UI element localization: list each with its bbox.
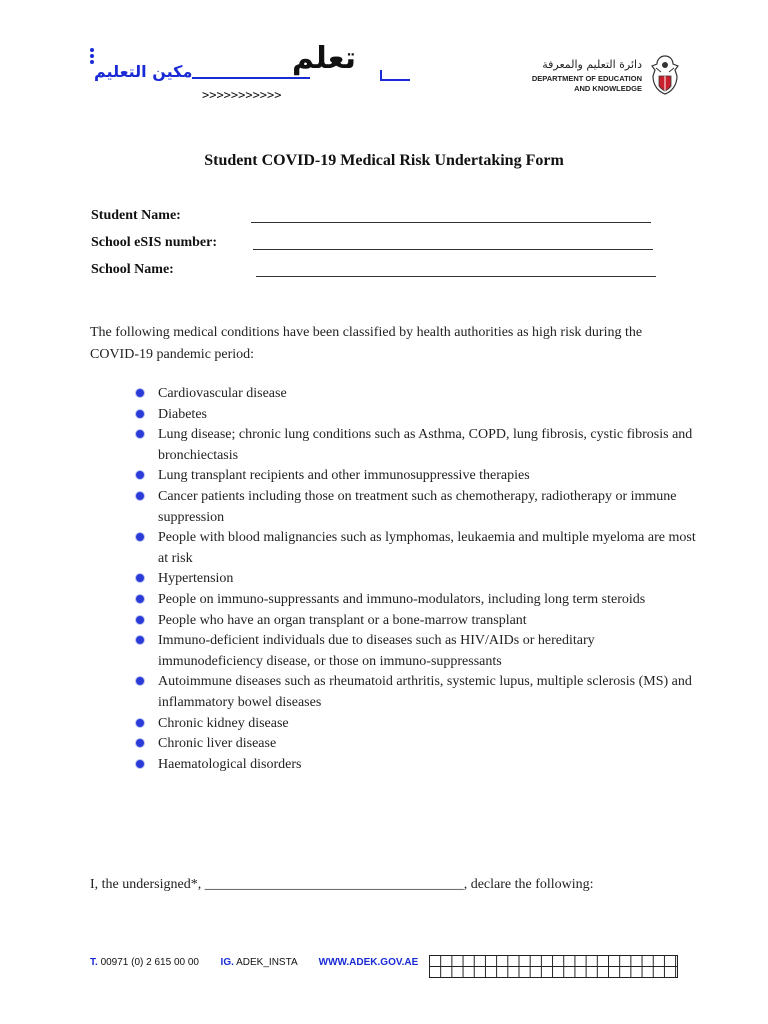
condition-text: Cancer patients including those on treatment such as chemotherapy, radiotherapy or immune suppression <box>158 488 677 525</box>
declaration-prefix: I, the undersigned*, <box>90 877 205 892</box>
logo-arabic-tagline: مكين التعليم <box>94 62 193 81</box>
logo-chevrons: >>>>>>>>>>> <box>202 88 282 102</box>
adek-english-line2: AND KNOWLEDGE <box>574 84 642 93</box>
list-item <box>136 611 696 632</box>
footer-contact <box>90 957 418 968</box>
list-item <box>136 631 696 672</box>
list-item <box>136 755 696 776</box>
list-item <box>136 590 696 611</box>
list-item <box>136 734 696 755</box>
list-item <box>136 569 696 590</box>
adek-english-line1: DEPARTMENT OF EDUCATION <box>531 74 642 83</box>
bullet-icon <box>136 410 144 418</box>
logo-arabic-word: تعلم <box>292 41 356 76</box>
bullet-icon <box>136 389 144 397</box>
bullet-icon <box>136 533 144 541</box>
logo-line <box>192 77 310 79</box>
bullet-icon <box>136 719 144 727</box>
list-item <box>136 425 696 466</box>
school-name-line[interactable] <box>256 276 656 277</box>
falcon-emblem-icon <box>648 54 682 96</box>
list-item <box>136 405 696 426</box>
list-item <box>136 714 696 735</box>
condition-text: Cardiovascular disease <box>158 386 287 401</box>
condition-text: Chronic kidney disease <box>158 715 289 731</box>
intro-paragraph: The following medical conditions have been classified by health authorities as high risk during the COVID-19 pandemic period: <box>90 325 643 362</box>
adek-arabic-name: دائرة التعليم والمعرفة <box>542 58 642 71</box>
condition-text: People who have an organ transplant or a bone-marrow transplant <box>158 612 527 628</box>
list-item <box>136 384 696 405</box>
ig-label: IG. <box>220 957 234 968</box>
list-item <box>136 528 696 569</box>
condition-text: Hypertension <box>158 571 234 587</box>
logo-line-end <box>380 70 410 81</box>
condition-text: Lung transplant recipients and other immunosuppressive therapies <box>158 468 530 484</box>
list-item <box>136 466 696 487</box>
bullet-icon <box>136 492 144 500</box>
phone-label: T. <box>90 957 98 968</box>
declaration-line <box>90 877 594 893</box>
bullet-icon <box>136 471 144 479</box>
list-item <box>136 672 696 713</box>
declaration-name-blank[interactable]: _____________________________________ <box>204 877 464 892</box>
bullet-icon <box>136 739 144 747</box>
student-name-label: Student Name: <box>91 208 181 223</box>
condition-text: Lung disease; chronic lung conditions such as Asthma, COPD, lung fibrosis, cystic fibrosis and bronchiectasis <box>158 427 693 463</box>
bullet-icon <box>136 636 144 644</box>
student-name-line[interactable] <box>251 222 651 223</box>
condition-text: Immuno-deficient individuals due to diseases such as HIV/AIDs or hereditary immunodeficiency disease, or those on immuno-suppressants <box>158 633 595 669</box>
list-item <box>136 487 696 528</box>
bullet-icon <box>136 595 144 603</box>
school-esis-line[interactable] <box>253 249 653 250</box>
conditions-list <box>136 384 696 775</box>
ig-handle: ADEK_INSTA <box>236 957 298 968</box>
condition-text: Autoimmune diseases such as rheumatoid arthritis, systemic lupus, multiple sclerosis (MS) and inflammatory bowel diseases <box>158 674 692 710</box>
website-link[interactable]: WWW.ADEK.GOV.AE <box>318 957 419 968</box>
bullet-icon <box>136 760 144 768</box>
bullet-icon <box>136 677 144 685</box>
bullet-icon <box>136 574 144 582</box>
condition-text: Diabetes <box>158 406 207 422</box>
school-esis-label: School eSIS number: <box>91 235 218 250</box>
taalum-logo <box>88 41 418 110</box>
adek-logo <box>531 58 686 102</box>
bullet-icon <box>136 616 144 624</box>
condition-text: People with blood malignancies such as lymphomas, leukaemia and multiple myeloma are most at risk <box>158 530 696 566</box>
condition-text: Chronic liver disease <box>158 736 277 752</box>
bullet-icon <box>136 430 144 438</box>
condition-text: People on immuno-suppressants and immuno-modulators, including long term steroids <box>158 591 646 607</box>
declaration-suffix: , declare the following: <box>463 877 594 892</box>
condition-text: Haematological disorders <box>158 756 302 772</box>
school-name-label: School Name: <box>91 262 174 277</box>
form-title: Student COVID-19 Medical Risk Undertaking Form <box>204 152 564 169</box>
phone-number: 00971 (0) 2 615 00 00 <box>100 957 199 968</box>
footer-grid-pattern <box>429 955 678 978</box>
